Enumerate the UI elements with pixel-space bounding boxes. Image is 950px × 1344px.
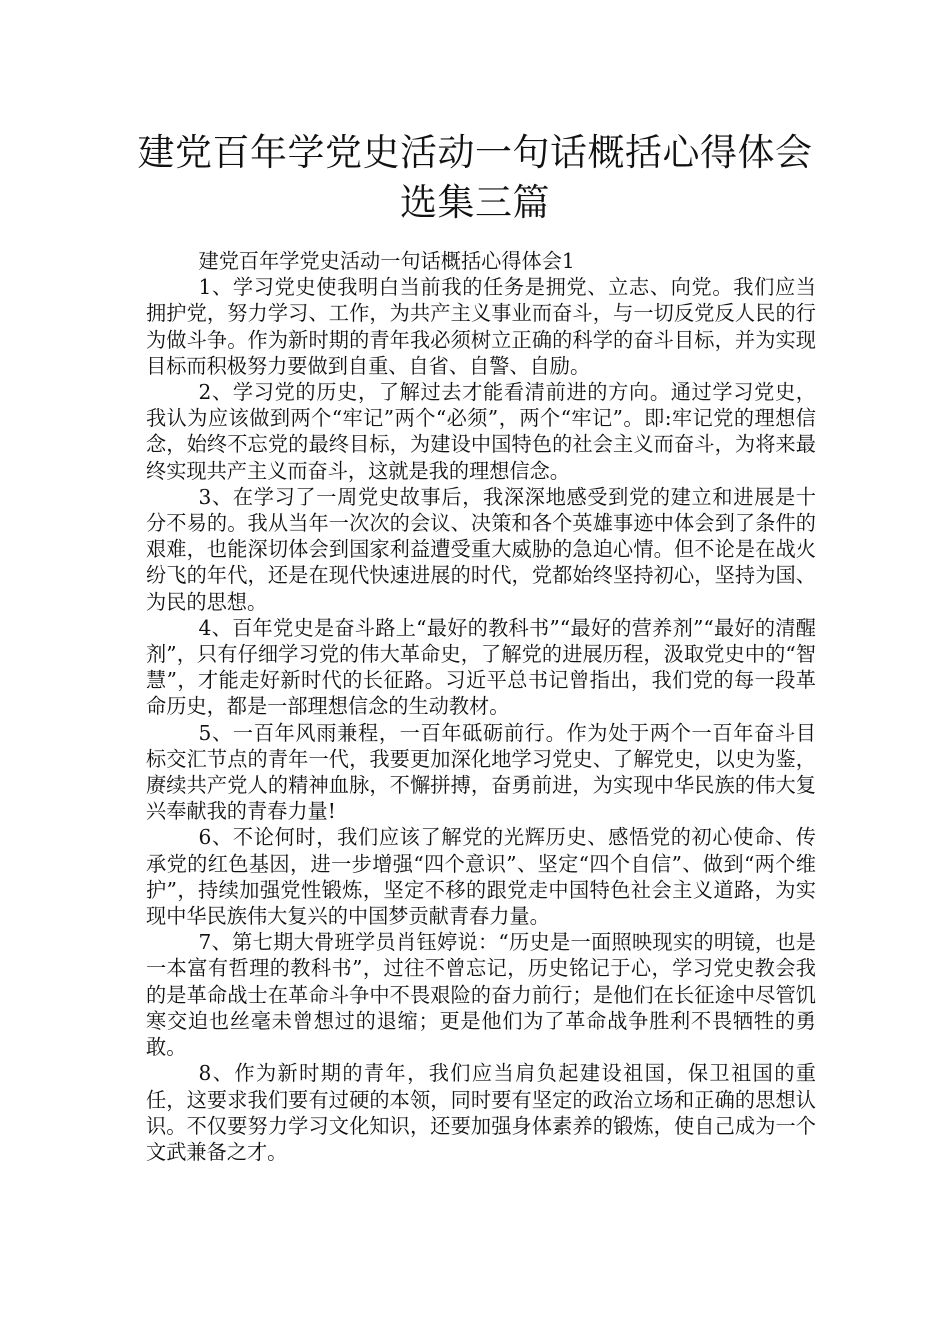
paragraph-3: 3、在学习了一周党史故事后，我深深地感受到党的建立和进展是十分不易的。我从当年一次次的会议、决策和各个英雄事迹中体会到了条件的艰难，也能深切体会到国家利益遭受重大威胁的急迫心情。但不论是在战火纷飞的年代，还是在现代快速进展的时代，党都始终坚持初心，坚持为国、为民的思想。 bbox=[146, 484, 816, 614]
paragraph-8: 8、作为新时期的青年，我们应当肩负起建设祖国，保卫祖国的重任，这要求我们要有过硬的本领，同时要有坚定的政治立场和正确的思想认识。不仅要努力学习文化知识，还要加强身体素养的锻炼，使自己成为一个文武兼备之才。 bbox=[146, 1061, 816, 1164]
section-heading: 建党百年学党史活动一句话概括心得体会1 bbox=[198, 249, 575, 273]
paragraph-4: 4、百年党史是奋斗路上“最好的教科书”“最好的营养剂”“最好的清醒剂”，只有仔细学习党的伟大革命史，了解党的进展历程，汲取党史中的“智慧”，才能走好新时代的长征路。习近平总书记曾指出，我们党的每一段革命历史，都是一部理想信念的生动教材。 bbox=[146, 615, 816, 719]
paragraph-7: 7、第七期大骨班学员肖钰婷说：“历史是一面照映现实的明镜，也是一本富有哲理的教科书”，过往不曾忘记，历史铭记于心，学习党史教会我的是革命战士在革命斗争中不畏艰险的奋力前行；是他们在长征途中尽管饥寒交迫也丝毫未曾想过的退缩；更是他们为了革命战争胜利不畏牺牲的勇敢。 bbox=[146, 930, 816, 1060]
title-line-1: 建党百年学党史活动一句话概括心得体会 bbox=[137, 131, 813, 174]
paragraph-6: 6、不论何时，我们应该了解党的光辉历史、感悟党的初心使命、传承党的红色基因，进一步增强“四个意识”、坚定“四个自信”、做到“两个维护”，持续加强党性锻炼，坚定不移的跟党走中国特色社会主义道路，为实现中华民族伟大复兴的中国梦贡献青春力量。 bbox=[146, 825, 816, 929]
document-title bbox=[120, 128, 830, 228]
title-line-2: 选集三篇 bbox=[400, 181, 550, 224]
paragraph-2: 2、学习党的历史，了解过去才能看清前进的方向。通过学习党史，我认为应该做到两个“牢记”两个“必须”，两个“牢记”。即:牢记党的理想信念，始终不忘党的最终目标，为建设中国特色的社会主义而奋斗，为将来最终实现共产主义而奋斗，这就是我的理想信念。 bbox=[146, 380, 816, 483]
document-body bbox=[146, 248, 816, 1165]
paragraph-5: 5、一百年风雨兼程，一百年砥砺前行。作为处于两个一百年奋斗目标交汇节点的青年一代，我要更加深化地学习党史、了解党史，以史为鉴，赓续共产党人的精神血脉，不懈拼搏，奋勇前进，为实现中华民族的伟大复兴奉献我的青春力量! bbox=[146, 720, 816, 824]
paragraph-1: 1、学习党史使我明白当前我的任务是拥党、立志、向党。我们应当拥护党，努力学习、工作，为共产主义事业而奋斗，与一切反党反人民的行为做斗争。作为新时期的青年我必须树立正确的科学的奋斗目标，并为实现目标而积极努力要做到自重、自省、自警、自励。 bbox=[146, 275, 816, 378]
